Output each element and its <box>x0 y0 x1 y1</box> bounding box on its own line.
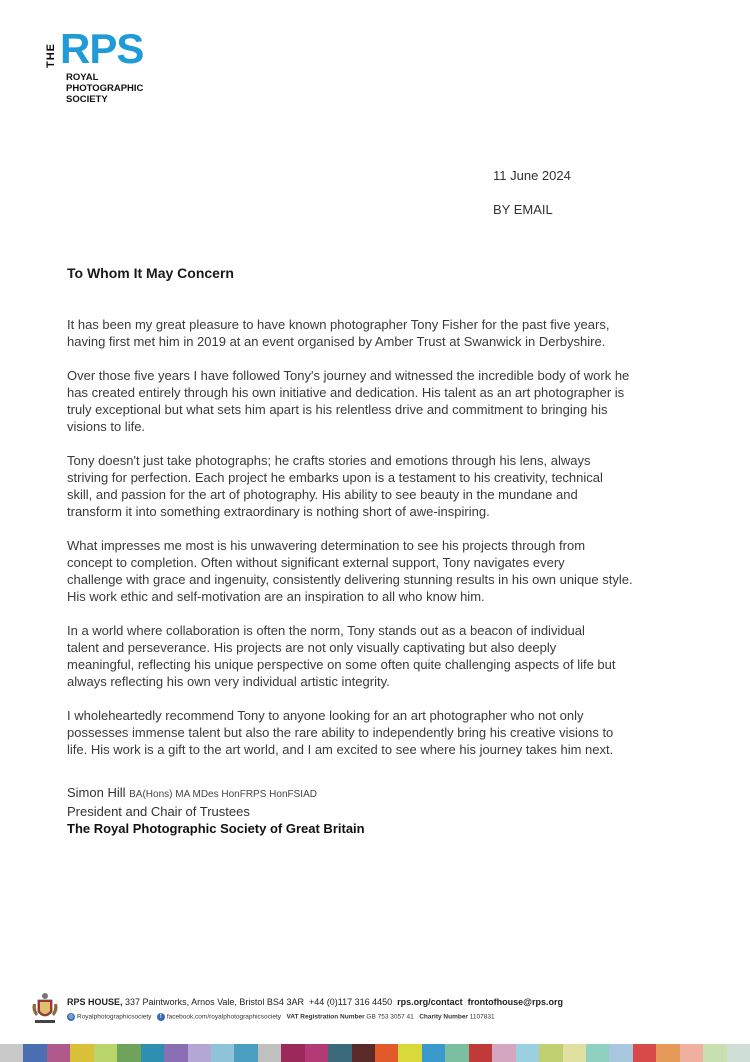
text-line: life. His work is a gift to the art world, and I am excited to see where his journey takes him next. <box>67 742 614 757</box>
text-line: Tony doesn't just take photographs; he crafts stories and emotions through his lens, always <box>67 453 591 468</box>
text-line: always reflecting his own very individual artistic integrity. <box>67 674 390 689</box>
logo-rps: RPS <box>60 25 144 72</box>
date-block <box>493 168 571 236</box>
text-line: I wholeheartedly recommend Tony to anyone looking for an art photographer who not only <box>67 708 584 723</box>
text-line: possesses immense talent but also the rare ability to independently bring his creative visions to <box>67 725 614 740</box>
color-swatch <box>656 1044 679 1062</box>
color-swatch <box>94 1044 117 1062</box>
color-swatch <box>23 1044 46 1062</box>
color-swatch <box>516 1044 539 1062</box>
color-swatch <box>469 1044 492 1062</box>
letter-date: 11 June 2024 <box>493 168 571 183</box>
text-line: having first met him in 2019 at an event organised by Amber Trust at Swanwick in Derbyshire. <box>67 334 606 349</box>
logo-line-royal: ROYAL <box>66 72 99 83</box>
color-swatch <box>281 1044 304 1062</box>
color-swatch <box>70 1044 93 1062</box>
paragraph <box>67 316 707 350</box>
paragraph <box>67 537 707 605</box>
color-strip <box>0 1044 750 1062</box>
text-line: talent and perseverance. His projects are not only visually captivating but also deeply <box>67 640 557 655</box>
paragraph <box>67 622 707 690</box>
signatory <box>67 784 365 803</box>
color-swatch <box>352 1044 375 1062</box>
footer-vat-label: VAT Registration Number <box>286 1013 365 1021</box>
footer-email-link[interactable]: frontofhouse@rps.org <box>467 997 563 1007</box>
logo-line-society: SOCIETY <box>66 94 108 105</box>
logo-line-photographic: PHOTOGRAPHIC <box>66 83 144 94</box>
text-line: meaningful, reflecting his unique perspective on some often quite challenging aspects of life but <box>67 657 616 672</box>
color-swatch <box>117 1044 140 1062</box>
paragraph <box>67 452 707 520</box>
color-swatch <box>563 1044 586 1062</box>
color-swatch <box>398 1044 421 1062</box>
paragraph <box>67 707 707 758</box>
footer-phone: +44 (0)117 316 4450 <box>308 997 393 1007</box>
logo-the: THE <box>45 43 57 68</box>
letter-body <box>67 316 707 775</box>
text-line: challenge with grace and ingenuity, consistently delivering stunning results in his own unique style. <box>67 572 633 587</box>
text-line: visions to life. <box>67 419 146 434</box>
color-swatch <box>422 1044 445 1062</box>
rps-logo <box>44 25 164 110</box>
text-line: striving for perfection. Each project he embarks upon is a testament to his creativity, technical <box>67 470 603 485</box>
color-swatch <box>586 1044 609 1062</box>
footer <box>30 990 730 1030</box>
footer-address: 337 Paintworks, Arnos Vale, Bristol BS4 3AR <box>125 997 304 1007</box>
text-line: truly exceptional but what sets him apart is his relentless drive and commitment to bringing his <box>67 402 608 417</box>
text-line: transform it into something extraordinary is nothing short of awe-inspiring. <box>67 504 490 519</box>
color-swatch <box>680 1044 703 1062</box>
signatory-title: President and Chair of Trustees <box>67 804 250 819</box>
color-swatch <box>445 1044 468 1062</box>
color-swatch <box>727 1044 750 1062</box>
footer-charity-label: Charity Number <box>419 1013 468 1021</box>
crest-icon <box>30 990 60 1026</box>
color-swatch <box>375 1044 398 1062</box>
footer-address-line <box>67 997 563 1007</box>
footer-house: RPS HOUSE, <box>67 997 123 1007</box>
instagram-icon: ◎ <box>68 1014 74 1020</box>
footer-charity-number: 1107831 <box>469 1013 495 1021</box>
color-swatch <box>492 1044 515 1062</box>
color-swatch <box>258 1044 281 1062</box>
text-line: Over those five years I have followed Tony's journey and witnessed the incredible body of work he <box>67 368 630 383</box>
signatory-name: Simon Hill <box>67 785 126 800</box>
paragraph <box>67 367 707 435</box>
color-swatch <box>164 1044 187 1062</box>
text-line: has created entirely through his own initiative and dedication. His talent as an art photographer is <box>67 385 625 400</box>
text-line: In a world where collaboration is often the norm, Tony stands out as a beacon of individual <box>67 623 585 638</box>
text-line: concept to completion. Often without significant external support, Tony navigates every <box>67 555 565 570</box>
footer-facebook[interactable]: facebook.com/royalphotographicsociety <box>166 1013 282 1021</box>
signatory-qualifications: BA(Hons) MA MDes HonFRPS HonFSIAD <box>129 789 317 800</box>
footer-social-line <box>67 1013 495 1021</box>
text-line: skill, and passion for the art of photography. His ability to see beauty in the mundane and <box>67 487 578 502</box>
salutation: To Whom It May Concern <box>67 265 234 281</box>
signatory-organisation: The Royal Photographic Society of Great Britain <box>67 821 365 836</box>
text-line: It has been my great pleasure to have known photographer Tony Fisher for the past five years, <box>67 317 610 332</box>
color-swatch <box>328 1044 351 1062</box>
color-swatch <box>0 1044 23 1062</box>
text-line: His work ethic and self-motivation are an inspiration to all who know him. <box>67 589 485 604</box>
color-swatch <box>633 1044 656 1062</box>
logo-society-name <box>66 72 143 105</box>
color-swatch <box>47 1044 70 1062</box>
facebook-icon: f <box>157 1013 165 1021</box>
color-swatch <box>609 1044 632 1062</box>
footer-instagram[interactable]: Royalphotographicsociety <box>77 1013 152 1021</box>
color-swatch <box>305 1044 328 1062</box>
color-swatch <box>141 1044 164 1062</box>
color-swatch <box>703 1044 726 1062</box>
signature-block <box>67 784 365 837</box>
footer-web-link[interactable]: rps.org/contact <box>397 997 463 1007</box>
color-swatch <box>234 1044 257 1062</box>
footer-vat-number: GB 753 3057 41 <box>366 1013 414 1021</box>
text-line: What impresses me most is his unwavering determination to see his projects through from <box>67 538 586 553</box>
color-swatch <box>211 1044 234 1062</box>
color-swatch <box>539 1044 562 1062</box>
delivery-method: BY EMAIL <box>493 202 553 217</box>
color-swatch <box>188 1044 211 1062</box>
